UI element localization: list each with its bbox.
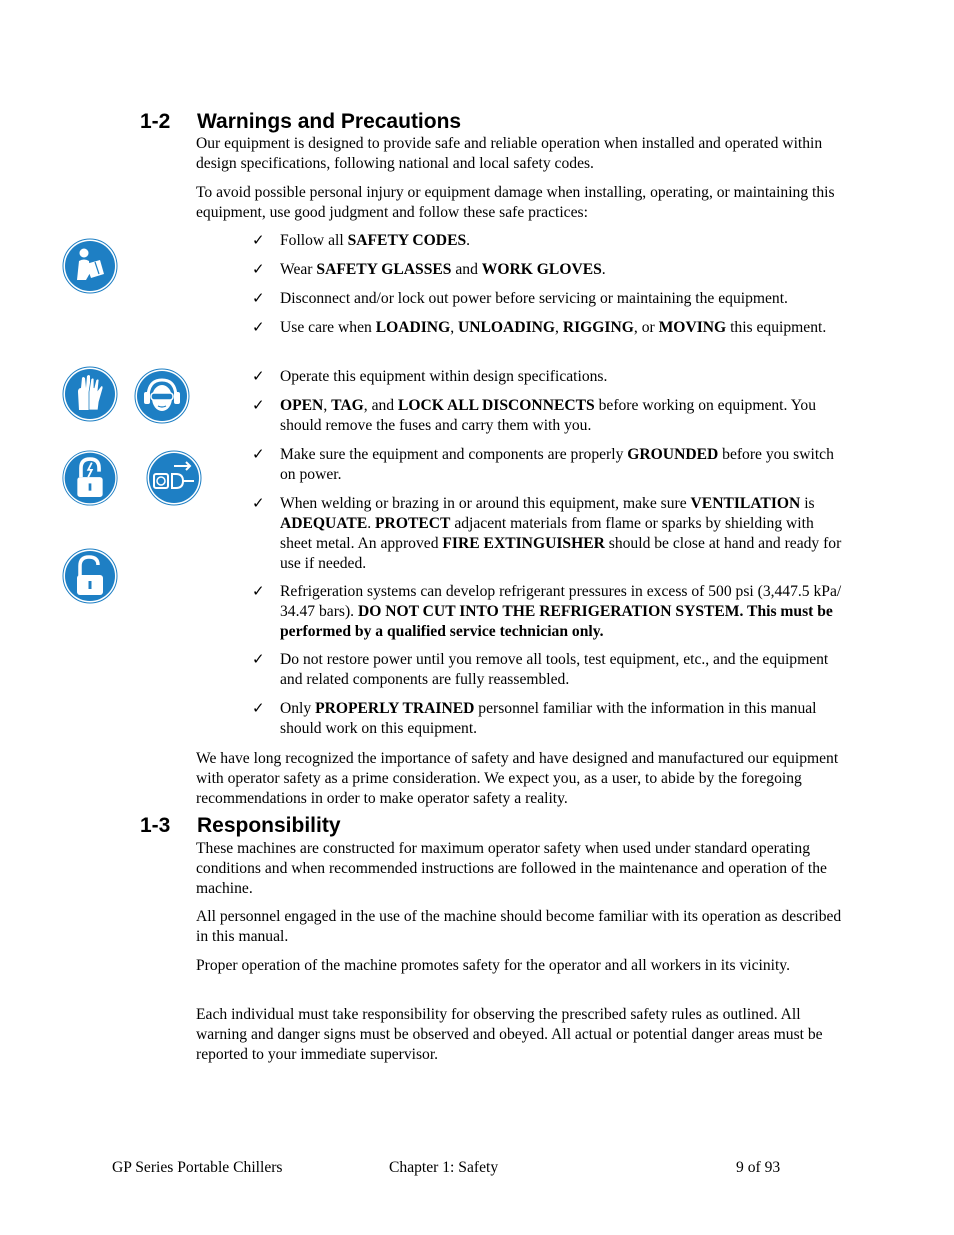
- section-heading-responsibility: 1-3 Responsibility: [140, 814, 341, 837]
- disconnect-lock-icon: [62, 450, 118, 506]
- intro-paragraph: To avoid possible personal injury or equipment damage when installing, operating, or maintaining this equipment, use good judgment and follow these safe practices:: [196, 184, 835, 221]
- footer-document-title: GP Series Portable Chillers: [112, 1159, 283, 1176]
- checkmark-icon: ✓: [252, 447, 265, 463]
- precaution-item: OPEN, TAG, and LOCK ALL DISCONNECTS before working on equipment. You should remove the fuses and carry them with you.: [280, 397, 817, 434]
- checkmark-icon: ✓: [252, 398, 265, 414]
- precaution-item: Make sure the equipment and components are properly GROUNDED before you switch on power.: [280, 446, 834, 483]
- precaution-item: Only PROPERLY TRAINED personnel familiar with the information in this manual should work on this equipment.: [280, 700, 817, 737]
- precaution-item: When welding or brazing in or around this equipment, make sure VENTILATION is ADEQUATE. PROTECT adjacent materials from flame or sparks by shielding with sheet metal. An approved FIRE EXTINGUISHER should be close at hand and ready for use if needed.: [280, 495, 842, 572]
- precaution-item: Disconnect and/or lock out power before servicing or maintaining the equipment.: [280, 290, 788, 307]
- disconnect-plug-icon: [146, 450, 202, 506]
- checkmark-icon: ✓: [252, 496, 265, 512]
- section-heading-warnings: 1-2 Warnings and Precautions: [140, 110, 462, 133]
- responsibility-paragraph: Each individual must take responsibility for observing the prescribed safety rules as outlined. All warning and danger signs must be observed and obeyed. All actual or potential danger areas must be reported to your immediate supervisor.: [196, 1006, 823, 1063]
- checkmark-icon: ✓: [252, 233, 265, 249]
- checkmark-icon: ✓: [252, 652, 265, 668]
- read-manual-icon: [62, 238, 118, 294]
- precaution-item: Operate this equipment within design specifications.: [280, 368, 608, 385]
- checkmark-icon: ✓: [252, 320, 265, 336]
- closing-paragraph: We have long recognized the importance of safety and have designed and manufactured our equipment with operator safety as a prime consideration. We expect you, as a user, to abide by the foregoing recommendations in order to make operator safety a reality.: [196, 750, 839, 807]
- footer-page-number: 9 of 93: [736, 1159, 781, 1176]
- precaution-item: Refrigeration systems can develop refrigerant pressures in excess of 500 psi (3,447.5 kPa/ 34.47 bars). DO NOT CUT INTO THE REFRIGERATION SYSTEM. This must be performed by a qualified service technician only.: [280, 583, 842, 640]
- work-gloves-icon: [62, 366, 118, 422]
- checkmark-icon: ✓: [252, 584, 265, 600]
- footer-chapter: Chapter 1: Safety: [389, 1159, 499, 1176]
- intro-paragraph: Our equipment is designed to provide safe and reliable operation when installed and operated within design specifications, following national and local safety codes.: [196, 135, 823, 172]
- precaution-item: Use care when LOADING, UNLOADING, RIGGING, or MOVING this equipment.: [280, 319, 827, 336]
- precaution-item: Wear SAFETY GLASSES and WORK GLOVES.: [280, 261, 606, 278]
- checkmark-icon: ✓: [252, 369, 265, 385]
- responsibility-paragraph: Proper operation of the machine promotes safety for the operator and all workers in its vicinity.: [196, 957, 790, 974]
- safety-glasses-icon: [134, 368, 190, 424]
- checkmark-icon: ✓: [252, 262, 265, 278]
- checkmark-icon: ✓: [252, 291, 265, 307]
- precaution-item: Do not restore power until you remove all tools, test equipment, etc., and the equipment and related components are fully reassembled.: [280, 651, 829, 688]
- responsibility-paragraph: These machines are constructed for maximum operator safety when used under standard operating conditions and when recommended instructions are followed in the maintenance and operation of the machine.: [196, 840, 827, 897]
- lockout-icon: [62, 548, 118, 604]
- responsibility-paragraph: All personnel engaged in the use of the machine should become familiar with its operation as described in this manual.: [196, 908, 842, 945]
- precaution-item: Follow all SAFETY CODES.: [280, 232, 471, 249]
- checkmark-icon: ✓: [252, 701, 265, 717]
